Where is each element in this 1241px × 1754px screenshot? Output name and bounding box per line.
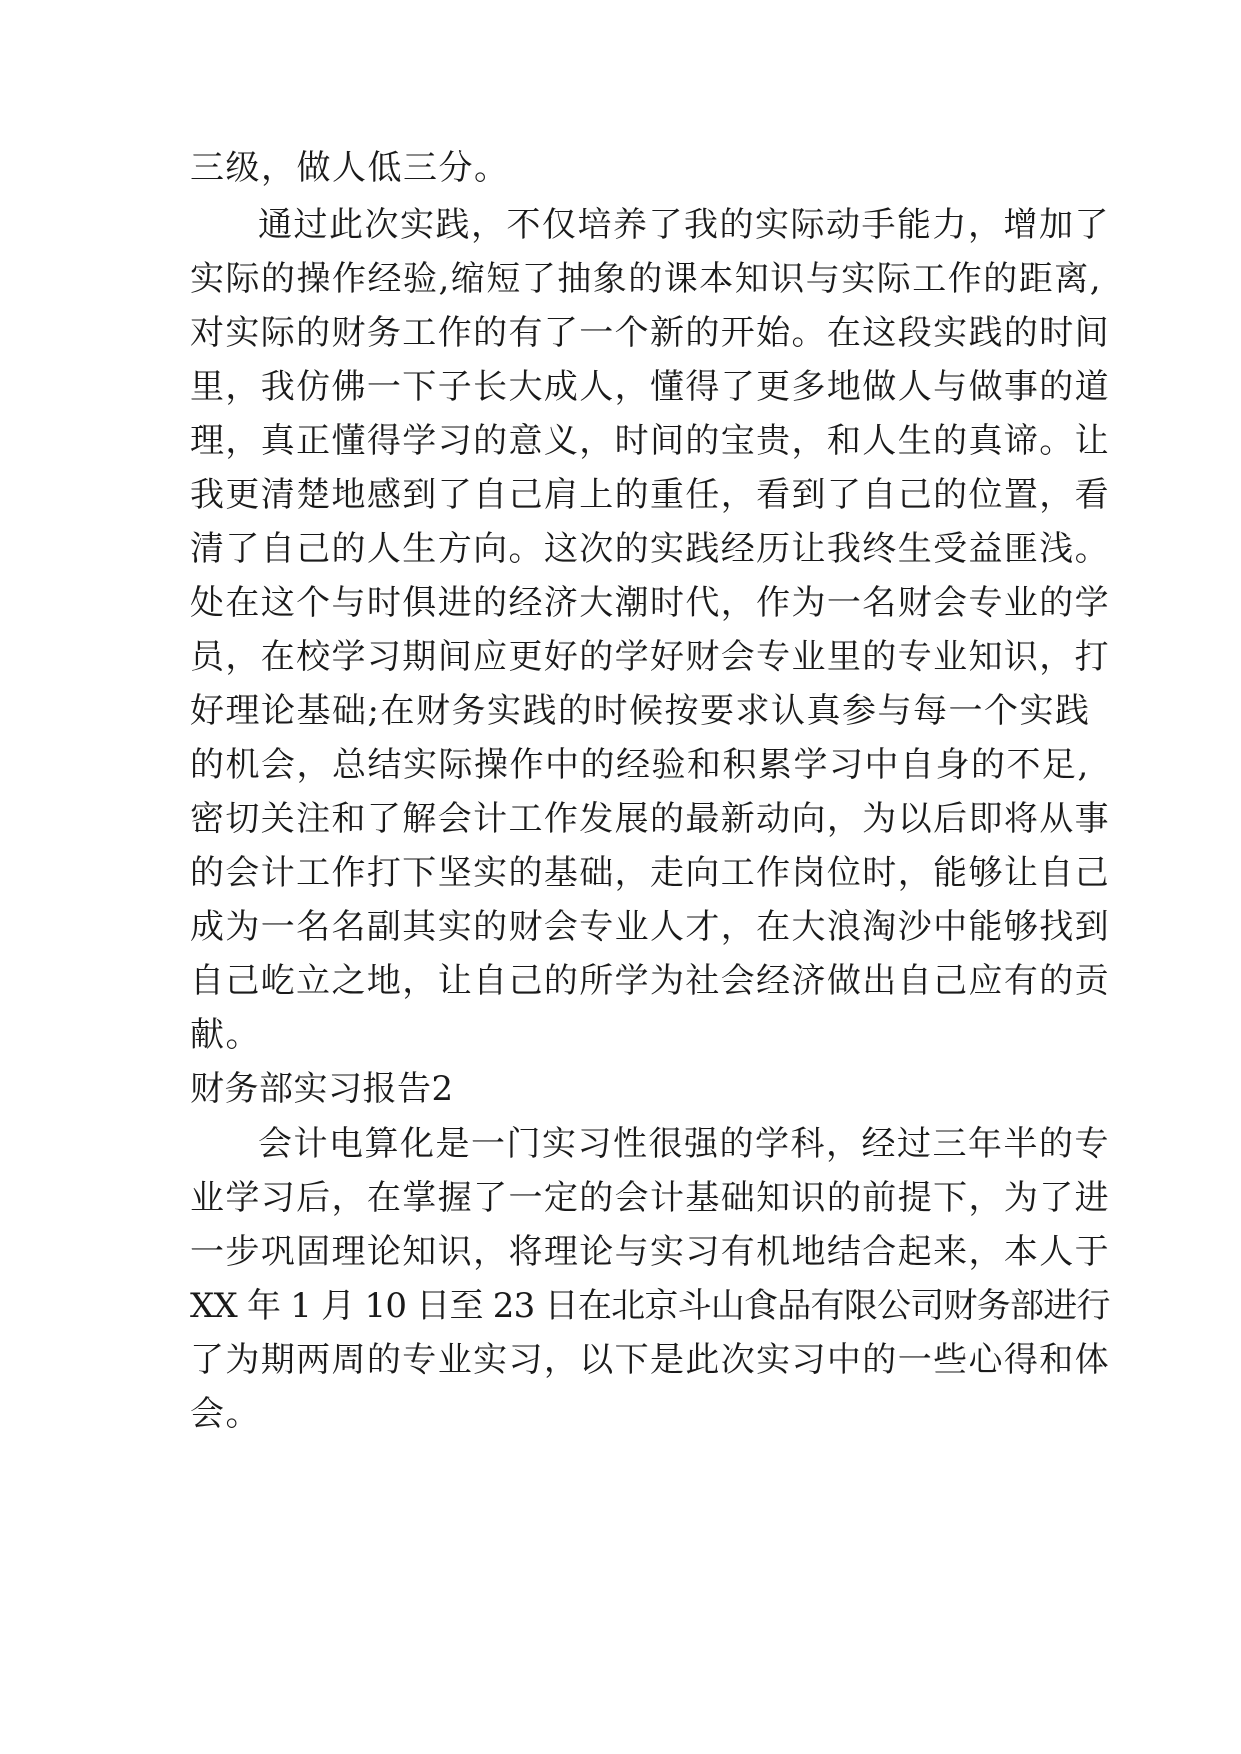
text-line: 三级，做人低三分。 (190, 148, 510, 188)
text-line: 的机会，总结实际操作中的经验和积累学习中自身的不足, (190, 745, 1090, 785)
section-heading: 财务部实习报告2 (190, 1069, 454, 1109)
text-line: 成为一名名副其实的财会专业人才，在大浪淘沙中能够找到 (190, 907, 1110, 947)
text-line: 的会计工作打下坚实的基础，走向工作岗位时，能够让自己 (190, 853, 1110, 893)
text-line: 员，在校学习期间应更好的学好财会专业里的专业知识，打 (190, 637, 1110, 677)
text-line: 里，我仿佛一下子长大成人，懂得了更多地做人与做事的道 (190, 367, 1110, 407)
text-line: 好理论基础;在财务实践的时候按要求认真参与每一个实践 (190, 691, 1091, 731)
text-line: XX 年 1 月 10 日至 23 日在北京斗山食品有限公司财务部进行 (190, 1286, 1110, 1326)
text-line: 实际的操作经验,缩短了抽象的课本知识与实际工作的距离, (190, 259, 1103, 299)
text-line: 理，真正懂得学习的意义，时间的宝贵，和人生的真谛。让 (190, 421, 1110, 461)
text-line: 清了自己的人生方向。这次的实践经历让我终生受益匪浅。 (190, 529, 1110, 569)
paragraph-first-line: 通过此次实践，不仅培养了我的实际动手能力，增加了 (258, 205, 1110, 245)
text-line: 处在这个与时俱进的经济大潮时代，作为一名财会专业的学 (190, 583, 1110, 623)
text-line: 了为期两周的专业实习，以下是此次实习中的一些心得和体 (190, 1340, 1110, 1380)
text-line: 会。 (190, 1394, 261, 1434)
text-line: 自己屹立之地，让自己的所学为社会经济做出自己应有的贡 (190, 961, 1110, 1001)
text-line: 献。 (190, 1015, 261, 1055)
text-line: 我更清楚地感到了自己肩上的重任，看到了自己的位置，看 (190, 475, 1110, 515)
text-line: 密切关注和了解会计工作发展的最新动向，为以后即将从事 (190, 799, 1110, 839)
text-line: 一步巩固理论知识，将理论与实习有机地结合起来，本人于 (190, 1232, 1110, 1272)
text-line: 业学习后，在掌握了一定的会计基础知识的前提下，为了进 (190, 1178, 1110, 1218)
text-line: 对实际的财务工作的有了一个新的开始。在这段实践的时间 (190, 313, 1110, 353)
paragraph-first-line: 会计电算化是一门实习性很强的学科，经过三年半的专 (258, 1124, 1110, 1164)
